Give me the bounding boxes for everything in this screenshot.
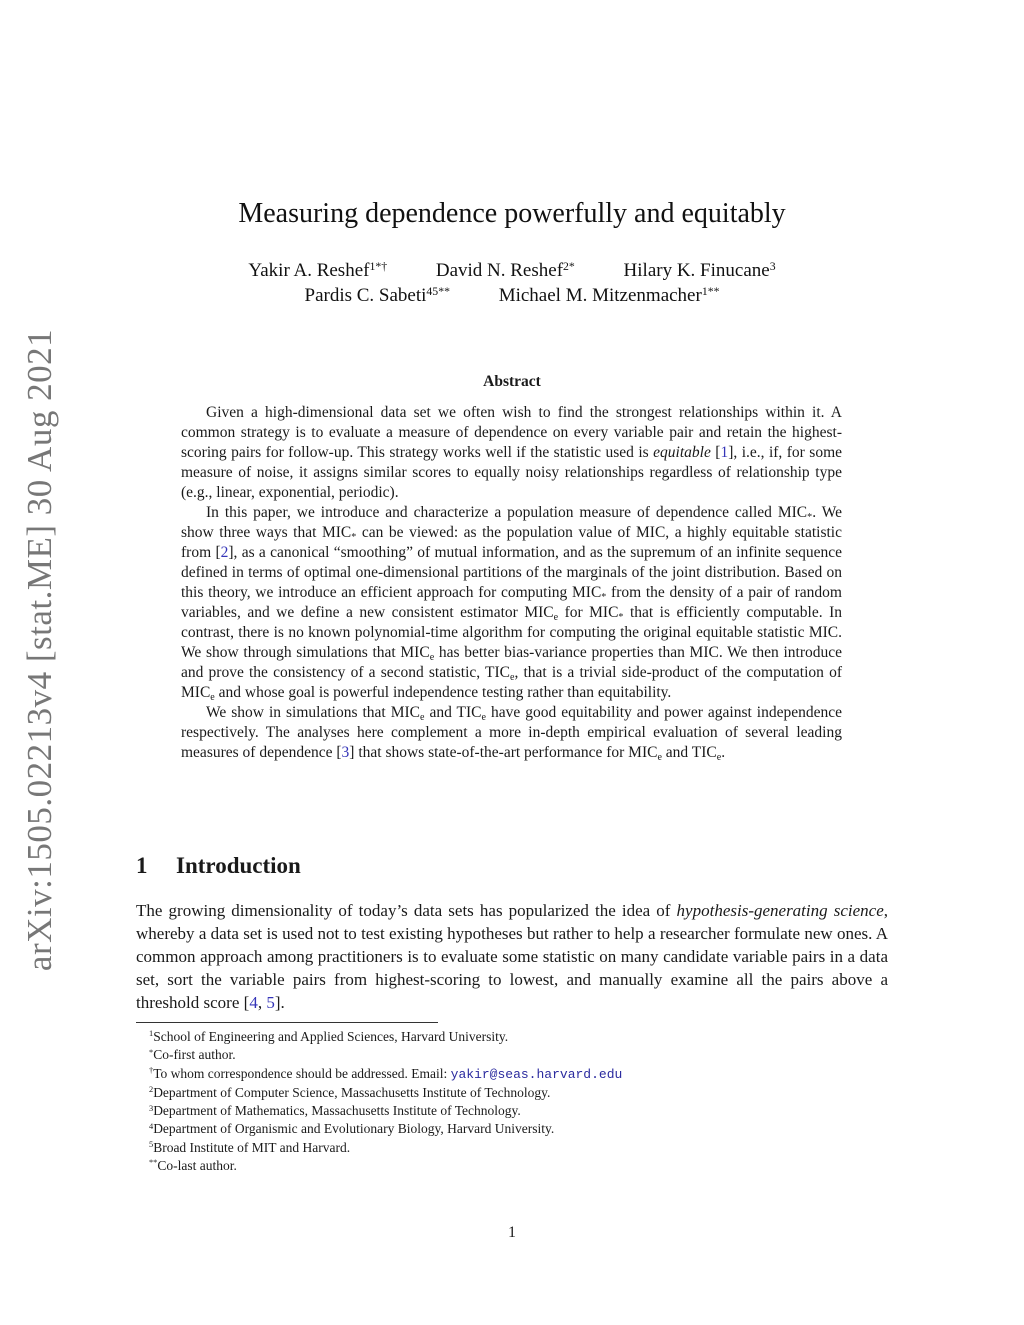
citation-link[interactable]: 1 — [720, 444, 729, 461]
author: Yakir A. Reshef$^{1*\dagger}$ — [248, 259, 388, 281]
email-link[interactable]: yakir@seas.harvard.edu — [450, 1066, 623, 1082]
abstract-paragraph: We show in simulations that $MIC_e$ and $TIC_e$ have good equitability and power against independence respectively. The analyses here complement a more in-depth empirical evaluation of several leading measures of dependence [3] that shows state-of-the-art performance for $MIC_e$ and $TIC_e$. — [181, 704, 842, 764]
section-title: Introduction — [176, 853, 301, 878]
footnote: $^3$Department of Mathematics, Massachusetts Institute of Technology. — [149, 1103, 521, 1119]
citation-link[interactable]: 3 — [341, 744, 350, 761]
footnote: $^2$Department of Computer Science, Massachusetts Institute of Technology. — [149, 1084, 551, 1100]
abstract-paragraph: In this paper, we introduce and characterize a population measure of dependence called $MIC_*$. We show three ways that $MIC_*$ can be viewed: as the population value of MIC, a highly equitable statistic from [2], as a canonical “smoothing” of mutual information, and as the supremum of an infinite sequence defined in terms of optimal one-dimensional partitions of the marginals of the joint distribution. Based on this theory, we introduce an efficient approach for computing $MIC_*$ from the density of a pair of random variables, and we define a new consistent estimator $MIC_e$ for $MIC_*$ that is efficiently computable. In contrast, there is no known polynomial-time algorithm for computing the original equitable statistic MIC. We show through simulations that $MIC_e$ has better bias-variance properties than MIC. We then introduce and prove the consistency of a second statistic, $TIC_e$, that is a trivial side-product of the computation of $MIC_e$ and whose goal is powerful independence testing rather than equitability. — [181, 504, 842, 704]
section-heading — [136, 853, 301, 879]
footnote: *Co-first author. — [149, 1047, 236, 1063]
footnote-divider — [136, 1022, 438, 1023]
abstract-paragraph: Given a high-dimensional data set we often wish to find the strongest relationships within it. A common strategy is to evaluate a measure of dependence on every variable pair and retain the highest-scoring pairs for follow-up. This strategy works well if the statistic used is equitable [1], i.e., if, for some measure of noise, it assigns similar scores to equally noisy relationships regardless of relationship type (e.g., linear, exponential, periodic). — [181, 404, 843, 501]
footnote: **Co-last author. — [149, 1158, 237, 1174]
footnote: $^1$School of Engineering and Applied Sciences, Harvard University. — [149, 1029, 509, 1044]
author-list-row-1 — [0, 260, 1024, 282]
section-number: 1 — [136, 853, 148, 878]
footnote: $^5$Broad Institute of MIT and Harvard. — [149, 1139, 351, 1155]
author: Hilary K. Finucane$^3$ — [623, 259, 776, 281]
author-list-row-2 — [0, 285, 1024, 307]
author: David N. Reshef$^{2*}$ — [435, 259, 575, 281]
footnotes — [149, 1028, 849, 1175]
citation-link[interactable]: 4 — [249, 993, 258, 1012]
footnote: †To whom correspondence should be addressed. Email: yakir@seas.harvard.edu — [149, 1065, 623, 1082]
footnote: $^4$Department of Organismic and Evolutionary Biology, Harvard University. — [149, 1121, 555, 1137]
introduction-paragraph: The growing dimensionality of today’s data sets has popularized the idea of hypothesis-generating science, whereby a data set is used not to test existing hypotheses but rather to help a researcher formulate new ones. A common approach among practitioners is to evaluate some statistic on many candidate variable pairs in a data set, sort the variable pairs from highest-scoring to lowest, and manually examine all the pairs above a threshold score [4, 5]. — [136, 901, 888, 1012]
abstract-body — [181, 403, 842, 763]
page-number: 1 — [508, 1224, 516, 1241]
author: Pardis C. Sabeti$^{45**}$ — [304, 284, 450, 306]
paper-title: Measuring dependence powerfully and equitably — [238, 198, 786, 229]
abstract-heading: Abstract — [483, 373, 541, 390]
arxiv-stamp: arXiv:1505.02213v4 [stat.ME] 30 Aug 2021 — [20, 328, 59, 972]
author: Michael M. Mitzenmacher$^{1**}$ — [498, 284, 720, 306]
citation-link[interactable]: 5 — [266, 993, 275, 1012]
citation-link[interactable]: 2 — [220, 544, 229, 561]
